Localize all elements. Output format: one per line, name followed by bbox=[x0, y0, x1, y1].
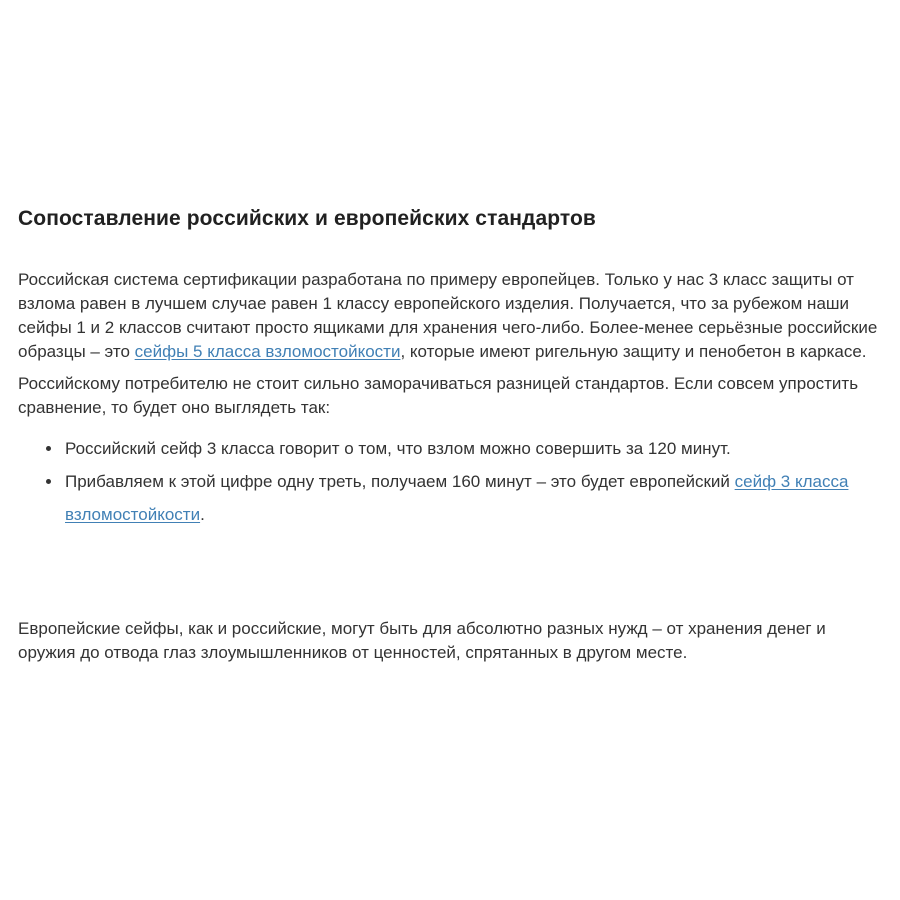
list-item-european-safe: • Прибавляем к этой цифре одну треть, получаем 160 минут – это будет европейский сейф 3 класса взломостойкости. bbox=[63, 465, 882, 531]
inline-link[interactable]: сейфы 5 класса взломостойкости bbox=[134, 342, 401, 361]
article-heading: Сопоставление российских и европейских стандартов bbox=[18, 207, 596, 230]
inline-link[interactable]: сейф 3 класса взломостойкости bbox=[65, 472, 849, 524]
paragraph-consumer-advice: Российскому потребителю не стоит сильно заморачиваться разницей стандартов. Если совсем упростить сравнение, то будет оно выглядеть так: bbox=[18, 374, 859, 417]
paragraph-european-safes: Европейские сейфы, как и российские, могут быть для абсолютно разных нужд – от хранения денег и оружия до отвода глаз злоумышленников от ценностей, спрятанных в другом месте. bbox=[18, 619, 826, 662]
list-item-russian-safe: • Российский сейф 3 класса говорит о том, что взлом можно совершить за 120 минут. bbox=[63, 432, 882, 465]
paragraph-certification-system: Российская система сертификации разработана по примеру европейцев. Только у нас 3 класс защиты от взлома равен в лучшем случае равен 1 классу европейского изделия. Получается, что за рубежом наши сейфы 1 и 2 классов считают просто ящиками для хранения чего-либо. Более-менее серьёзные российские образцы – это сейфы 5 класса взломостойкости, которые имеют ригельную защиту и пенобетон в каркасе. bbox=[18, 270, 878, 361]
comparison-list bbox=[18, 432, 882, 531]
